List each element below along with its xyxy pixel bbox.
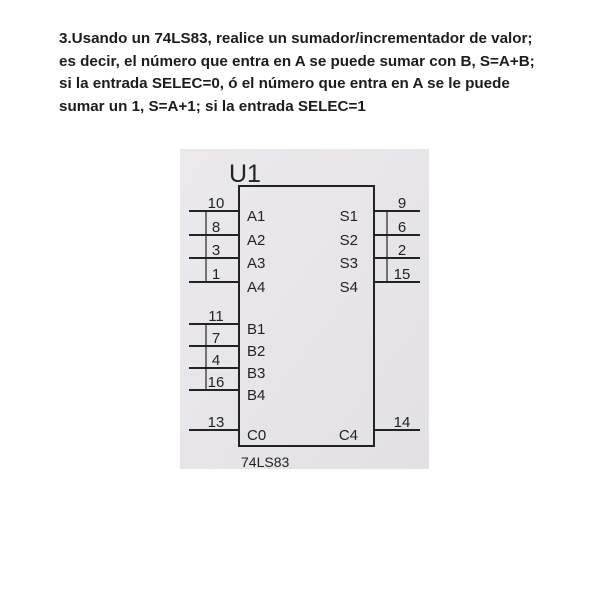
chip-part-number: 74LS83 <box>241 454 290 469</box>
pin-label: A4 <box>247 279 266 296</box>
pin-number: 16 <box>207 374 225 391</box>
pin-number: 7 <box>211 330 221 347</box>
question-line: 3.Usando un 74LS83, realice un sumador/incrementador de valor; <box>59 30 533 47</box>
pin-number: 8 <box>211 219 221 236</box>
chip-designator: U1 <box>229 160 261 188</box>
chip-diagram-photo <box>180 149 429 469</box>
pin-label: A1 <box>247 208 266 225</box>
question-line: si la entrada SELEC=0, ó el número que entra en A se le puede <box>59 75 510 92</box>
pin-label: C4 <box>338 427 358 444</box>
pin-label: S4 <box>339 279 358 296</box>
pin-label: S2 <box>339 232 358 249</box>
pin-number: 11 <box>208 308 224 325</box>
pin-number: 15 <box>393 266 411 283</box>
pin-number: 6 <box>397 219 407 236</box>
pin-label: B3 <box>247 365 266 382</box>
pin-label: A2 <box>247 232 266 249</box>
pin-number: 14 <box>393 414 411 431</box>
chip-diagram-svg <box>180 149 429 469</box>
pin-number: 10 <box>207 195 225 212</box>
pin-label: S1 <box>339 208 358 225</box>
question-text <box>59 28 579 118</box>
pin-label: B1 <box>247 321 266 338</box>
pin-number: 9 <box>397 195 407 212</box>
pin-label: A3 <box>247 255 266 272</box>
pin-label: C0 <box>247 427 267 444</box>
pin-number: 1 <box>211 266 221 283</box>
pin-label: S3 <box>339 255 358 272</box>
question-line: sumar un 1, S=A+1; si la entrada SELEC=1 <box>59 97 366 115</box>
pin-number: 13 <box>207 414 225 431</box>
pin-label: B4 <box>247 387 266 404</box>
pin-label: B2 <box>247 343 266 360</box>
pin-number: 2 <box>397 242 407 259</box>
pin-number: 3 <box>211 242 221 259</box>
pin-number: 4 <box>211 352 221 369</box>
question-line: es decir, el número que entra en A se puede sumar con B, S=A+B; <box>59 52 535 70</box>
